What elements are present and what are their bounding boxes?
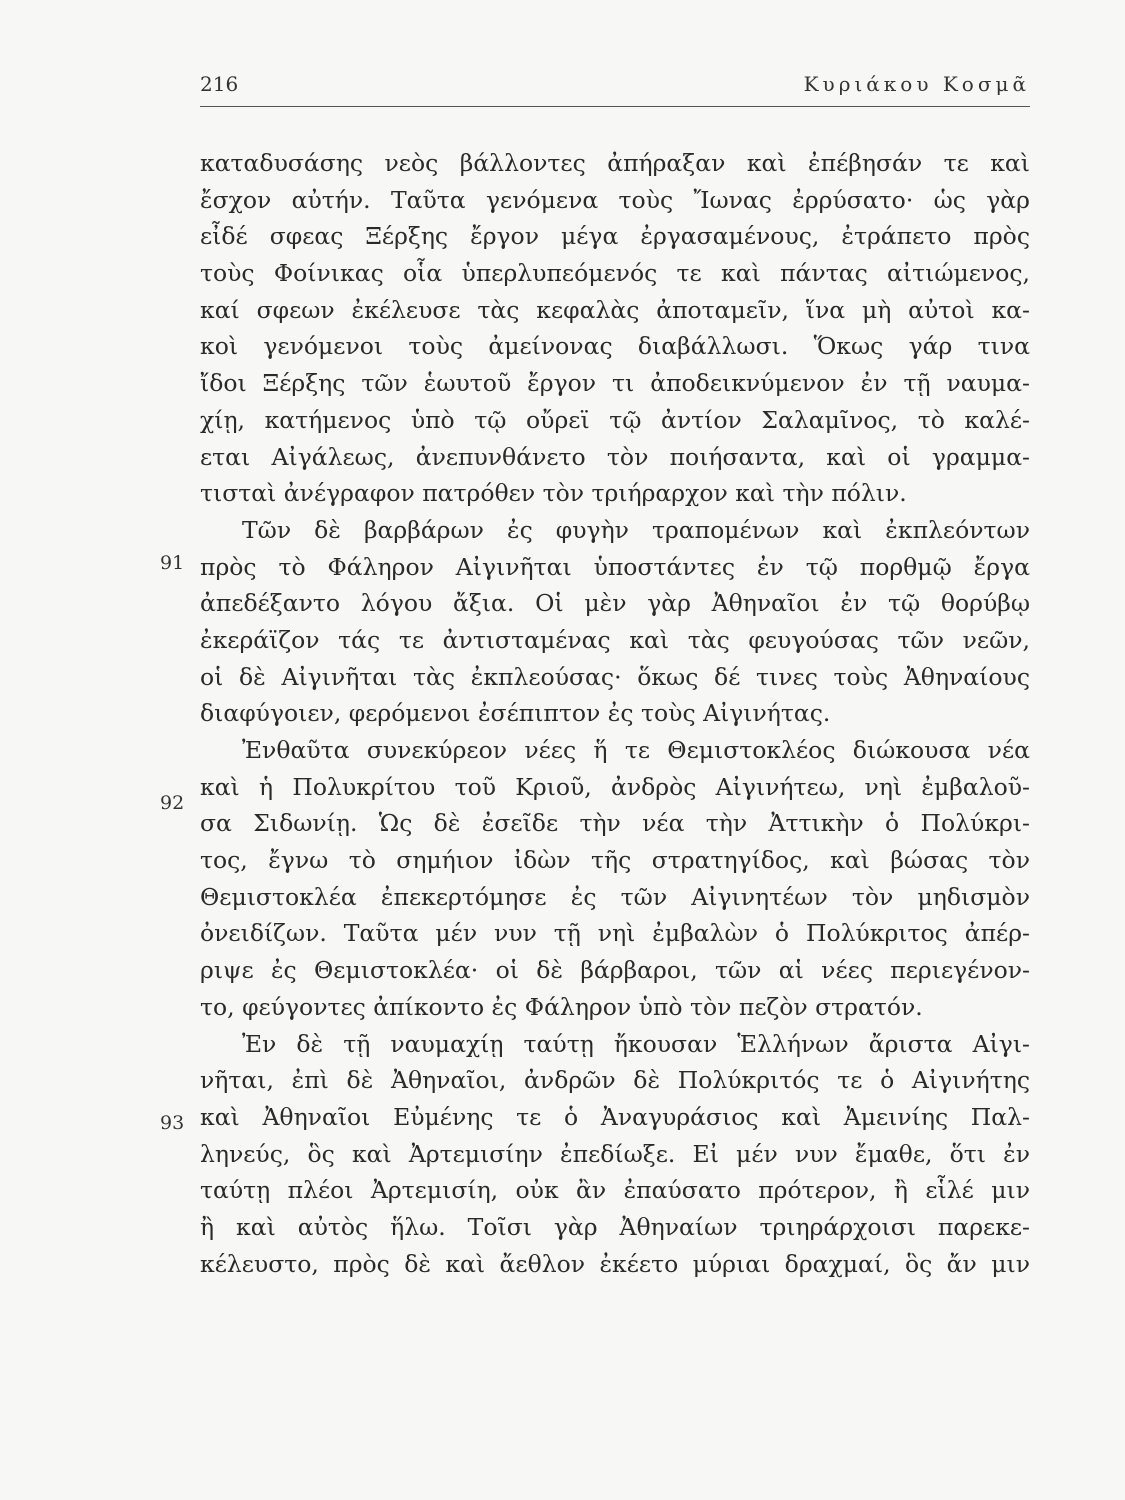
running-head: Κυριάκου Κοσμᾶ (803, 72, 1030, 96)
section-marker-93: 93 (160, 1112, 185, 1134)
text-line: σα Σιδωνίῃ. Ὡς δὲ ἐσεῖδε τὴν νέα τὴν Ἀττικὴν ὁ Πολύκρι- (200, 809, 1030, 838)
text-line: χίῃ, κατήμενος ὑπὸ τῷ οὔρεϊ τῷ ἀντίον Σαλαμῖνος, τὸ καλέ- (200, 405, 1030, 434)
text-line: διαφύγοιεν, φερόμενοι ἐσέπιπτον ἐς τοὺς Αἰγινήτας. (200, 699, 831, 728)
text-line: νῆται, ἐπὶ δὲ Ἀθηναῖοι, ἀνδρῶν δὲ Πολύκριτός τε ὁ Αἰγινήτης (200, 1066, 1030, 1095)
text-line: Τῶν δὲ βαρβάρων ἐς φυγὴν τραπομένων καὶ ἐκπλεόντων (242, 515, 1030, 544)
text-line: εἶδέ σφεας Ξέρξης ἔργον μέγα ἐργασαμένους, ἐτράπετο πρὸς (200, 222, 1030, 251)
text-line: ἢ καὶ αὐτὸς ἥλω. Τοῖσι γὰρ Ἀθηναίων τριηράρχοισι παρεκε- (200, 1212, 1030, 1241)
text-line: ἀπεδέξαντο λόγου ἄξια. Οἱ μὲν γὰρ Ἀθηναῖοι ἐν τῷ θορύβῳ (200, 589, 1030, 618)
header-rule (200, 106, 1030, 107)
text-line: τισταὶ ἀνέγραφον πατρόθεν τὸν τριήραρχον καὶ τὴν πόλιν. (200, 479, 907, 508)
text-line: πρὸς τὸ Φάληρον Αἰγινῆται ὑποστάντες ἐν τῷ πορθμῷ ἔργα (200, 552, 1030, 581)
body-text (200, 145, 1030, 1282)
page-header (200, 72, 1030, 104)
text-line: ἐκεράϊζον τάς τε ἀντισταμένας καὶ τὰς φευγούσας τῶν νεῶν, (200, 625, 1030, 654)
text-line: Ἐν δὲ τῇ ναυμαχίῃ ταύτῃ ἤκουσαν Ἑλλήνων ἄριστα Αἰγι- (242, 1029, 1030, 1058)
section-marker-91: 91 (160, 552, 185, 574)
text-line: τοὺς Φοίνικας οἷα ὑπερλυπεόμενός τε καὶ πάντας αἰτιώμενος, (200, 259, 1030, 288)
text-line: καὶ ἡ Πολυκρίτου τοῦ Κριοῦ, ἀνδρὸς Αἰγινήτεω, νηὶ ἐμβαλοῦ- (200, 772, 1030, 801)
text-line: οἱ δὲ Αἰγινῆται τὰς ἐκπλεούσας· ὅκως δέ τινες τοὺς Ἀθηναίους (200, 662, 1030, 691)
section-marker-92: 92 (160, 792, 185, 814)
text-line: το, φεύγοντες ἀπίκοντο ἐς Φάληρον ὑπὸ τὸν πεζὸν στρατόν. (200, 992, 923, 1021)
text-line: καί σφεων ἐκέλευσε τὰς κεφαλὰς ἀποταμεῖν, ἵνα μὴ αὐτοὶ κα- (200, 295, 1030, 324)
text-line: εται Αἰγάλεως, ἀνεπυνθάνετο τὸν ποιήσαντα, καὶ οἱ γραμμα- (200, 442, 1030, 471)
text-line: καταδυσάσης νεὸς βάλλοντες ἀπήραξαν καὶ ἐπέβησάν τε καὶ (200, 149, 1030, 177)
text-line: ἴδοι Ξέρξης τῶν ἑωυτοῦ ἔργον τι ἀποδεικνύμενον ἐν τῇ ναυμα- (200, 369, 1030, 398)
text-line: ληνεύς, ὃς καὶ Ἀρτεμισίην ἐπεδίωξε. Εἰ μέν νυν ἔμαθε, ὅτι ἐν (200, 1139, 1030, 1168)
text-line: Ἐνθαῦτα συνεκύρεον νέες ἥ τε Θεμιστοκλέος διώκουσα νέα (242, 736, 1030, 764)
text-line: κοὶ γενόμενοι τοὺς ἀμείνονας διαβάλλωσι. Ὅκως γάρ τινα (200, 332, 1030, 361)
text-line: ριψε ἐς Θεμιστοκλέα· οἱ δὲ βάρβαροι, τῶν αἱ νέες περιεγένον- (200, 956, 1030, 985)
text-line: Θεμιστοκλέα ἐπεκερτόμησε ἐς τῶν Αἰγινητέων τὸν μηδισμὸν (200, 882, 1030, 911)
text-line: ἔσχον αὐτήν. Ταῦτα γενόμενα τοὺς Ἴωνας ἐρρύσατο· ὡς γὰρ (200, 185, 1030, 214)
text-line: κέλευστο, πρὸς δὲ καὶ ἄεθλον ἐκέετο μύριαι δραχμαί, ὃς ἄν μιν (200, 1249, 1030, 1278)
text-line: τος, ἔγνω τὸ σημήιον ἰδὼν τῆς στρατηγίδος, καὶ βώσας τὸν (200, 846, 1030, 875)
text-line: καὶ Ἀθηναῖοι Εὐμένης τε ὁ Ἀναγυράσιος καὶ Ἀμεινίης Παλ- (200, 1102, 1030, 1131)
text-line: ταύτῃ πλέοι Ἀρτεμισίη, οὐκ ἂν ἐπαύσατο πρότερον, ἢ εἷλέ μιν (200, 1176, 1030, 1205)
page-number: 216 (200, 72, 239, 96)
text-line: ὀνειδίζων. Ταῦτα μέν νυν τῇ νηὶ ἐμβαλὼν ὁ Πολύκριτος ἀπέρ- (200, 919, 1030, 948)
